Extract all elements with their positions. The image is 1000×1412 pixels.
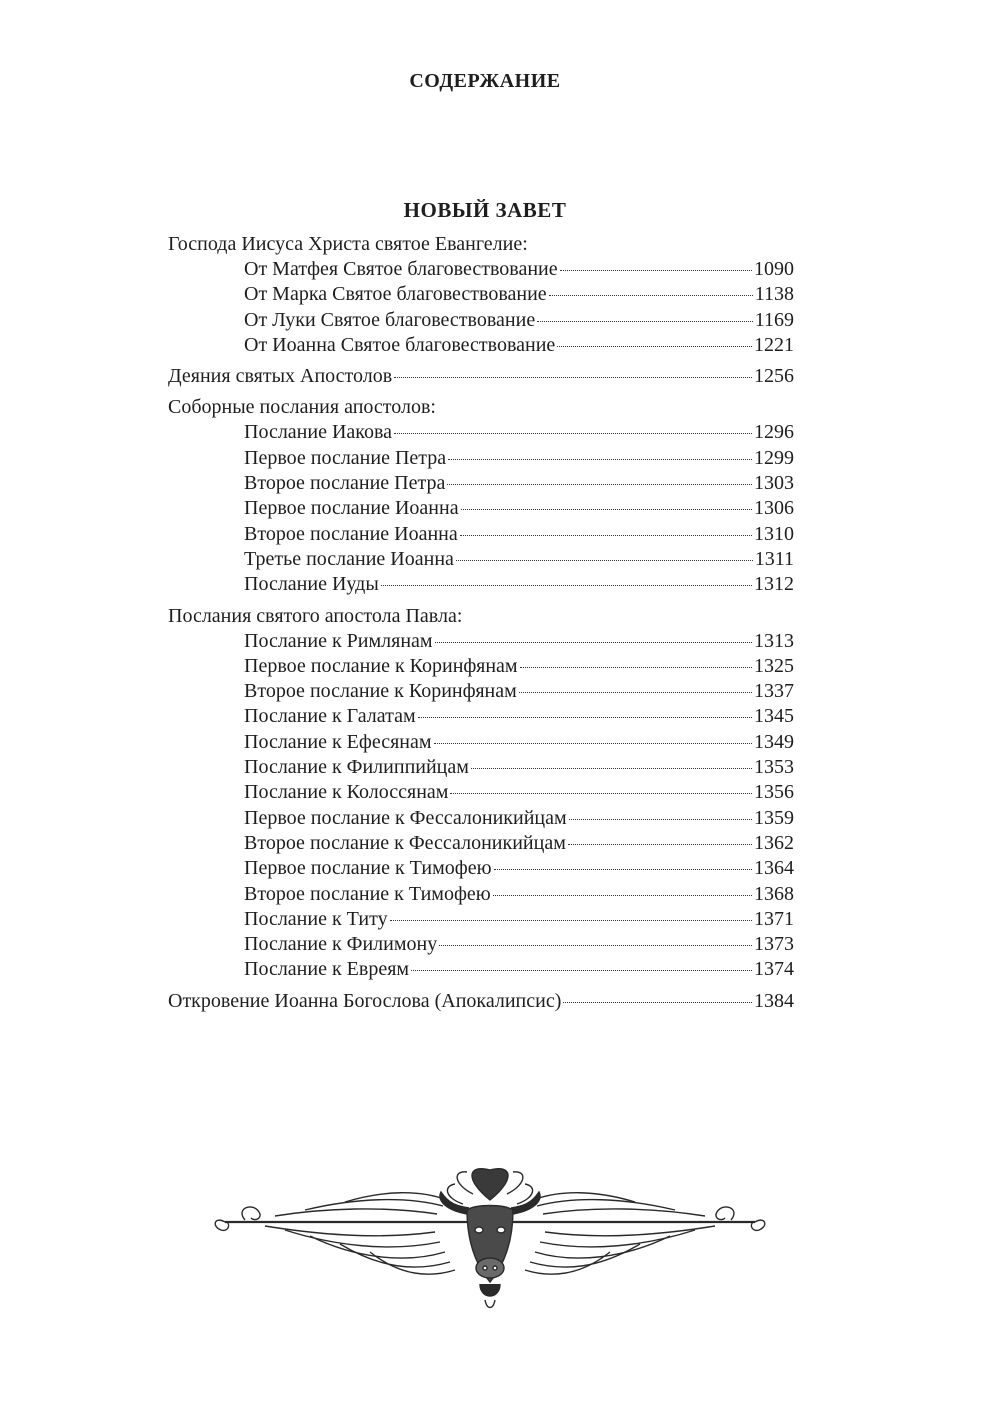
toc-entry-title: От Иоанна Святое благовествование [244,333,556,356]
toc-entry-title: Послание к Филимону [244,933,438,956]
dot-leader [450,793,752,794]
toc-entry-page: 1371 [754,907,794,930]
toc-entry-title: Послание к Колоссянам [244,781,449,804]
toc-entry[interactable] [168,989,794,1014]
toc-entry-title: Послание к Ефесянам [244,730,432,753]
dot-leader [494,869,752,870]
toc-group-heading: Послания святого апостола Павла: [168,604,463,627]
toc-entry[interactable] [168,831,794,856]
dot-leader [461,509,752,510]
toc-entry-page: 1313 [754,629,794,652]
dot-leader [563,1002,752,1003]
toc-entry-page: 1368 [754,882,794,905]
toc-entry-page: 1306 [754,497,794,520]
toc-entry[interactable] [168,755,794,780]
toc-entry-title: Послание к Римлянам [244,629,433,652]
toc-entry-page: 1353 [754,756,794,779]
toc-entry[interactable] [168,364,794,389]
table-of-contents [168,232,794,1014]
toc-entry[interactable] [168,856,794,881]
toc-entry-title: От Марка Святое благовествование [244,283,547,306]
toc-entry-page: 1384 [754,989,794,1012]
toc-entry[interactable] [168,957,794,982]
dot-leader [434,743,752,744]
toc-entry-title: Второе послание к Фессалоникийцам [244,831,566,854]
toc-entry[interactable] [168,882,794,907]
dot-leader [411,970,752,971]
toc-entry-title: Послание Иуды [244,573,379,596]
toc-entry-title: Деяния святых Апостолов [168,365,393,388]
toc-entry-title: Второе послание к Коринфянам [244,680,517,703]
toc-group-revelation [168,989,794,1014]
toc-group-catholic-epistles [168,395,794,597]
toc-entry-page: 1373 [754,933,794,956]
toc-entry[interactable] [168,547,794,572]
dot-leader [418,717,752,718]
toc-group-gospels [168,232,794,358]
toc-entry-page: 1312 [754,573,794,596]
dot-leader [557,346,752,347]
toc-entry-page: 1349 [754,730,794,753]
toc-group-pauline-epistles [168,604,794,983]
toc-entry-page: 1311 [754,547,794,570]
dot-leader [381,585,752,586]
toc-entry[interactable] [168,806,794,831]
toc-group-heading: Соборные послания апостолов: [168,396,436,419]
toc-entry-page: 1090 [754,258,794,280]
dot-leader [447,484,752,485]
dot-leader [568,844,752,845]
toc-entry[interactable] [168,446,794,471]
winged-bull-head-ornament-icon [205,1160,775,1320]
toc-entry-page: 1303 [754,472,794,495]
toc-entry-title: Первое послание к Фессалоникийцам [244,806,567,829]
toc-entry-page: 1362 [754,831,794,854]
dot-leader [560,270,752,271]
dot-leader [520,667,752,668]
toc-entry-page: 1296 [754,421,794,444]
dot-leader [439,945,752,946]
toc-entry[interactable] [168,282,794,307]
toc-entry-page: 1359 [754,806,794,829]
toc-entry[interactable] [168,522,794,547]
toc-group-acts [168,364,794,389]
toc-entry[interactable] [168,679,794,704]
toc-entry-title: Первое послание к Коринфянам [244,654,518,677]
toc-entry-page: 1337 [754,680,794,703]
toc-entry[interactable] [168,496,794,521]
dot-leader [435,642,752,643]
toc-entry-page: 1169 [754,308,794,331]
dot-leader [549,295,753,296]
toc-entry-page: 1374 [754,958,794,981]
toc-group-heading: Господа Иисуса Христа святое Евангелие: [168,233,528,255]
toc-entry[interactable] [168,308,794,333]
toc-entry[interactable] [168,420,794,445]
toc-entry[interactable] [168,333,794,358]
dot-leader [519,692,752,693]
toc-entry[interactable] [168,654,794,679]
toc-entry[interactable] [168,704,794,729]
dot-leader [569,819,752,820]
dot-leader [394,433,752,434]
toc-entry[interactable] [168,730,794,755]
toc-entry-title: Послание к Филиппийцам [244,756,469,779]
toc-entry[interactable] [168,572,794,597]
toc-entry-title: Послание Иакова [244,421,393,444]
toc-entry[interactable] [168,471,794,496]
toc-entry-page: 1310 [754,522,794,545]
dot-leader [493,895,752,896]
toc-entry-page: 1256 [754,365,794,388]
section-title: НОВЫЙ ЗАВЕТ [403,198,567,222]
toc-entry-title: Второе послание Петра [244,472,446,495]
toc-entry-title: Второе послание Иоанна [244,522,458,545]
toc-entry-title: Послание к Евреям [244,958,410,981]
dot-leader [448,459,752,460]
page-heading: СОДЕРЖАНИЕ [409,70,561,92]
toc-entry-page: 1325 [754,654,794,677]
toc-entry-title: Второе послание к Тимофею [244,882,491,905]
toc-entry-page: 1345 [754,705,794,728]
dot-leader [390,920,752,921]
toc-entry[interactable] [168,629,794,654]
toc-entry-title: Откровение Иоанна Богослова (Апокалипсис) [168,989,562,1012]
toc-entry-page: 1138 [754,283,794,306]
toc-entry-page: 1299 [754,446,794,469]
toc-entry-page: 1221 [754,333,794,356]
toc-entry-title: Первое послание Петра [244,446,447,469]
toc-entry[interactable] [168,932,794,957]
toc-entry[interactable] [168,907,794,932]
toc-entry-title: От Матфея Святое благовествование [244,258,558,280]
toc-entry-title: Первое послание к Тимофею [244,857,492,880]
dot-leader [460,535,752,536]
dot-leader [471,768,752,769]
toc-entry[interactable] [168,780,794,805]
dot-leader [537,321,753,322]
toc-entry-page: 1364 [754,857,794,880]
toc-entry-title: Послание к Титу [244,907,388,930]
toc-entry-title: От Луки Святое благовествование [244,308,536,331]
toc-entry-title: Первое послание Иоанна [244,497,459,520]
toc-entry-page: 1356 [754,781,794,804]
dot-leader [394,377,752,378]
toc-entry-title: Третье послание Иоанна [244,547,454,570]
toc-entry-title: Послание к Галатам [244,705,416,728]
toc-entry[interactable] [168,257,794,282]
dot-leader [456,560,753,561]
